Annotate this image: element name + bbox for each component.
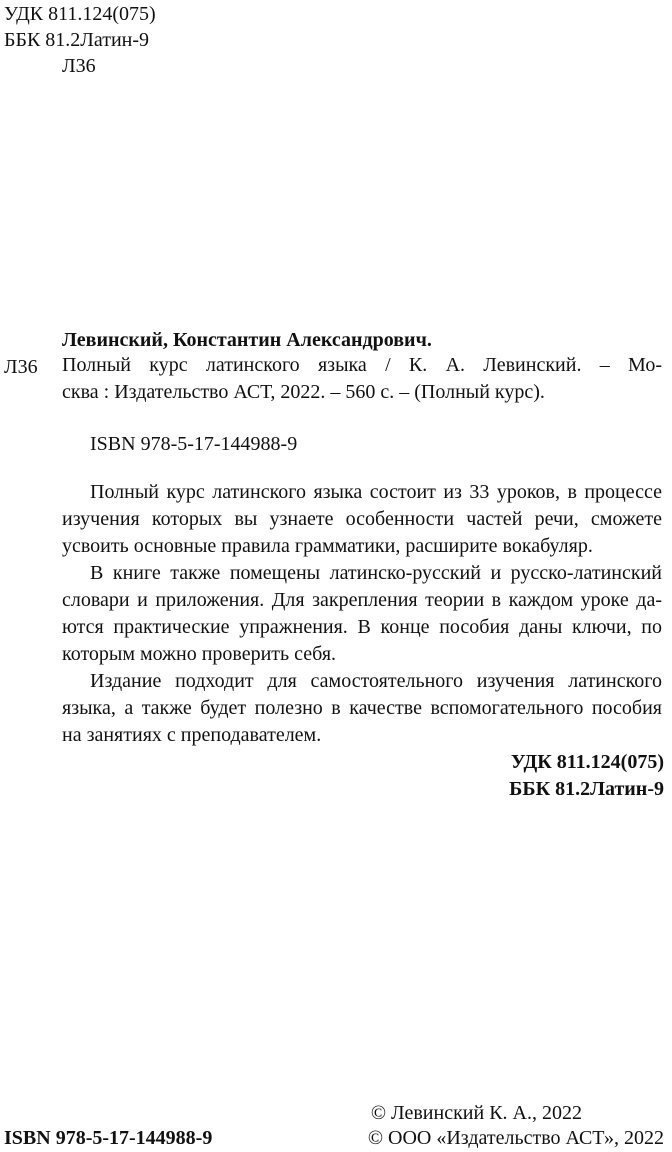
classification-bbk: ББК 81.2Латин-9 <box>509 778 664 800</box>
annotation-line: словари и приложения. Для закрепления теории в каждом уроке да- <box>62 589 662 611</box>
header-udk: УДК 811.124(075) <box>4 3 156 25</box>
bib-isbn: ISBN 978-5-17-144988-9 <box>90 433 298 455</box>
bib-author: Левинский, Константин Александрович. <box>62 329 432 351</box>
annotation-line: В книге также помещены латинско-русский и русско-латинский <box>90 562 662 584</box>
annotation-line: Полный курс латинского языка состоит из 33 уроков, в процессе <box>90 481 662 503</box>
annotation-line: языка, а также будет полезно в качестве вспомогательного пособия <box>62 697 662 719</box>
annotation-line: которым можно проверить себя. <box>62 643 337 665</box>
copyright-author: © Левинский К. А., 2022 <box>370 1102 582 1124</box>
annotation-line: Издание подходит для самостоятельного изучения латинского <box>90 670 662 692</box>
annotation-paragraph-3 <box>62 668 662 749</box>
copyright-publisher: © ООО «Издательство АСТ», 2022 <box>367 1127 664 1149</box>
annotation-paragraph-1 <box>62 479 662 560</box>
annotation-line: усвоить основные правила грамматики, расширите вокабуляр. <box>62 535 593 557</box>
annotation-line: на занятиях с преподавателем. <box>62 724 322 746</box>
bib-margin-code: Л36 <box>4 356 38 378</box>
annotation-line: ются практические упражнения. В конце пособия даны ключи, по <box>62 616 662 638</box>
classification-udk: УДК 811.124(075) <box>510 751 664 773</box>
annotation-paragraph-2 <box>62 560 662 668</box>
header-author-code: Л36 <box>62 55 96 77</box>
footer-isbn: ISBN 978-5-17-144988-9 <box>4 1127 213 1149</box>
bib-line-1: Полный курс латинского языка / К. А. Левинский. – Мо- <box>62 354 662 376</box>
bib-description <box>62 352 662 406</box>
bib-line-2: сква : Издательство АСТ, 2022. – 560 с. – (Полный курс). <box>62 381 545 403</box>
header-bbk: ББК 81.2Латин-9 <box>4 29 150 51</box>
annotation-line: изучения которых вы узнаете особенности частей речи, сможете <box>62 508 662 530</box>
